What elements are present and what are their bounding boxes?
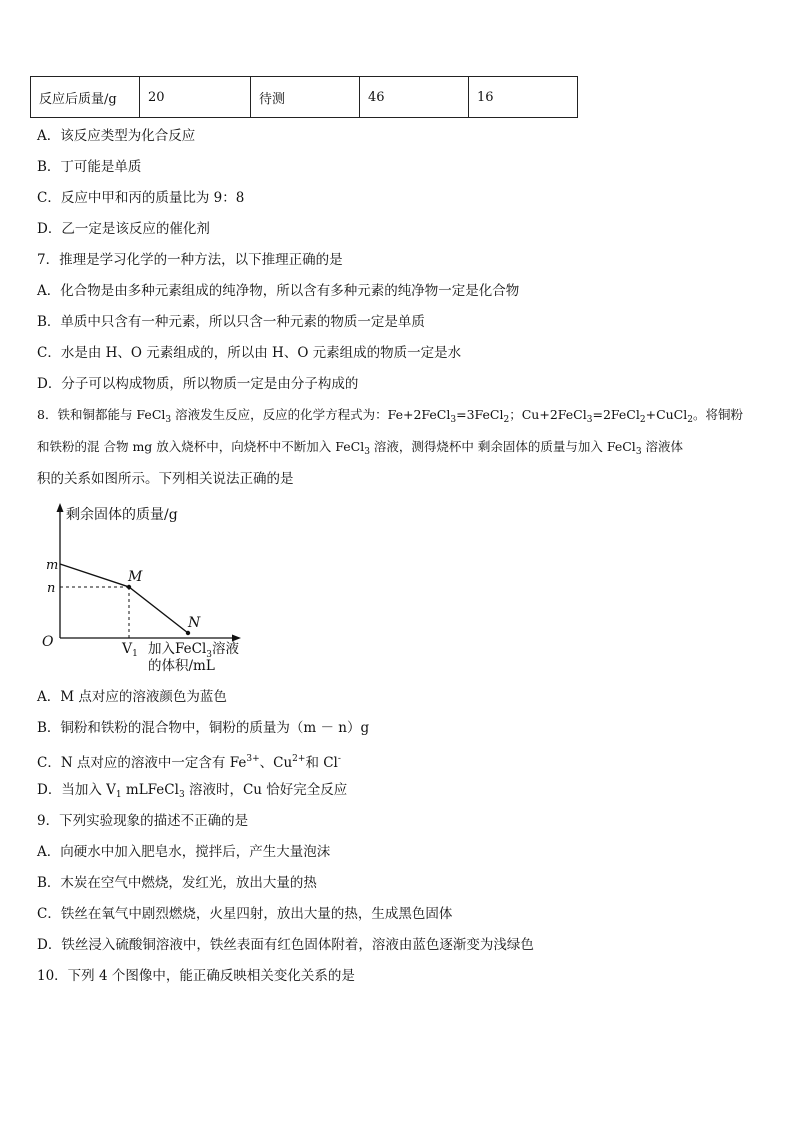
table-cell-jia: 20	[140, 77, 251, 118]
label-n-axis: n	[47, 581, 56, 596]
label-m-axis: m	[46, 558, 59, 573]
q9-option-d: D．铁丝浸入硫酸铜溶液中，铁丝表面有红色固体附着，溶液由蓝色逐渐变为浅绿色	[37, 937, 534, 953]
q8-option-b: B．铜粉和铁粉的混合物中，铜粉的质量为（m － n）g	[37, 720, 370, 736]
table-cell-bing: 46	[360, 77, 469, 118]
q10-stem: 10．下列 4 个图像中，能正确反映相关变化关系的是	[37, 968, 355, 984]
q9-option-a: A．向硬水中加入肥皂水，搅拌后，产生大量泡沫	[37, 844, 331, 860]
q6-option-a: A．该反应类型为化合反应	[37, 128, 196, 144]
q9-stem: 9．下列实验现象的描述不正确的是	[37, 813, 249, 829]
mass-curve	[60, 564, 188, 633]
q8-stem-line1: 8．铁和铜都能与 FeCl$_3$ 溶液发生反应，反应的化学方程式为：Fe+2FeCl$_3$=3FeCl$_2$；Cu+2FeCl$_3$=2FeCl$_2$+CuCl$_2$。将铜粉	[37, 407, 743, 425]
q6-option-b: B．丁可能是单质	[37, 159, 142, 175]
point-n	[186, 631, 190, 635]
q8-graph-svg	[40, 500, 270, 680]
q8-stem-line2: 和铁粉的混 合物 mg 放入烧杯中，向烧杯中不断加入 FeCl$_3$ 溶液，测得烧杯中 剩余固体的质量与加入 FeCl$_3$ 溶液体	[37, 439, 684, 457]
q8-option-a: A．M 点对应的溶液颜色为蓝色	[37, 689, 227, 705]
q6-option-d: D．乙一定是该反应的催化剂	[37, 221, 210, 237]
q7-option-d: D．分子可以构成物质，所以物质一定是由分子构成的	[37, 376, 359, 392]
x-axis-label-line2: 的体积/mL	[148, 658, 215, 674]
q8-option-c: C．N 点对应的溶液中一定含有 $Fe^{3+}$、$Cu^{2+}$和 Cl-	[37, 754, 341, 771]
q9-option-b: B．木炭在空气中燃烧，发红光，放出大量的热	[37, 875, 317, 891]
q8-graph	[40, 500, 270, 680]
q8-stem-line3: 积的关系如图所示。下列相关说法正确的是	[37, 471, 294, 487]
x-axis-label-line1: 加入FeCl$_3$溶液	[148, 641, 239, 660]
point-m	[127, 585, 131, 589]
table-cell-ding: 16	[469, 77, 578, 118]
table-cell-yi: 待测	[251, 77, 360, 118]
q9-option-c: C．铁丝在氧气中剧烈燃烧，火星四射，放出大量的热，生成黑色固体	[37, 906, 453, 922]
y-axis-arrow	[57, 503, 64, 512]
q7-option-c: C．水是由 H、O 元素组成的，所以由 H、O 元素组成的物质一定是水	[37, 345, 462, 361]
table-row-label: 反应后质量/g	[31, 77, 140, 118]
table-row	[31, 77, 578, 118]
label-point-n: N	[188, 615, 201, 631]
q7-stem: 7．推理是学习化学的一种方法，以下推理正确的是	[37, 252, 343, 268]
mass-table	[30, 76, 578, 118]
label-v1: $V_1$	[122, 641, 138, 659]
y-axis-label: 剩余固体的质量/g	[66, 507, 178, 523]
label-origin: O	[42, 634, 54, 650]
q8-option-d: D．当加入 $V_1$ mLFeCl$_3$ 溶液时，Cu 恰好完全反应	[37, 782, 348, 800]
label-point-m: M	[128, 569, 143, 585]
q7-option-b: B．单质中只含有一种元素，所以只含一种元素的物质一定是单质	[37, 314, 425, 330]
q7-option-a: A．化合物是由多种元素组成的纯净物，所以含有多种元素的纯净物一定是化合物	[37, 283, 520, 299]
q6-option-c: C．反应中甲和丙的质量比为 9：8	[37, 190, 245, 206]
